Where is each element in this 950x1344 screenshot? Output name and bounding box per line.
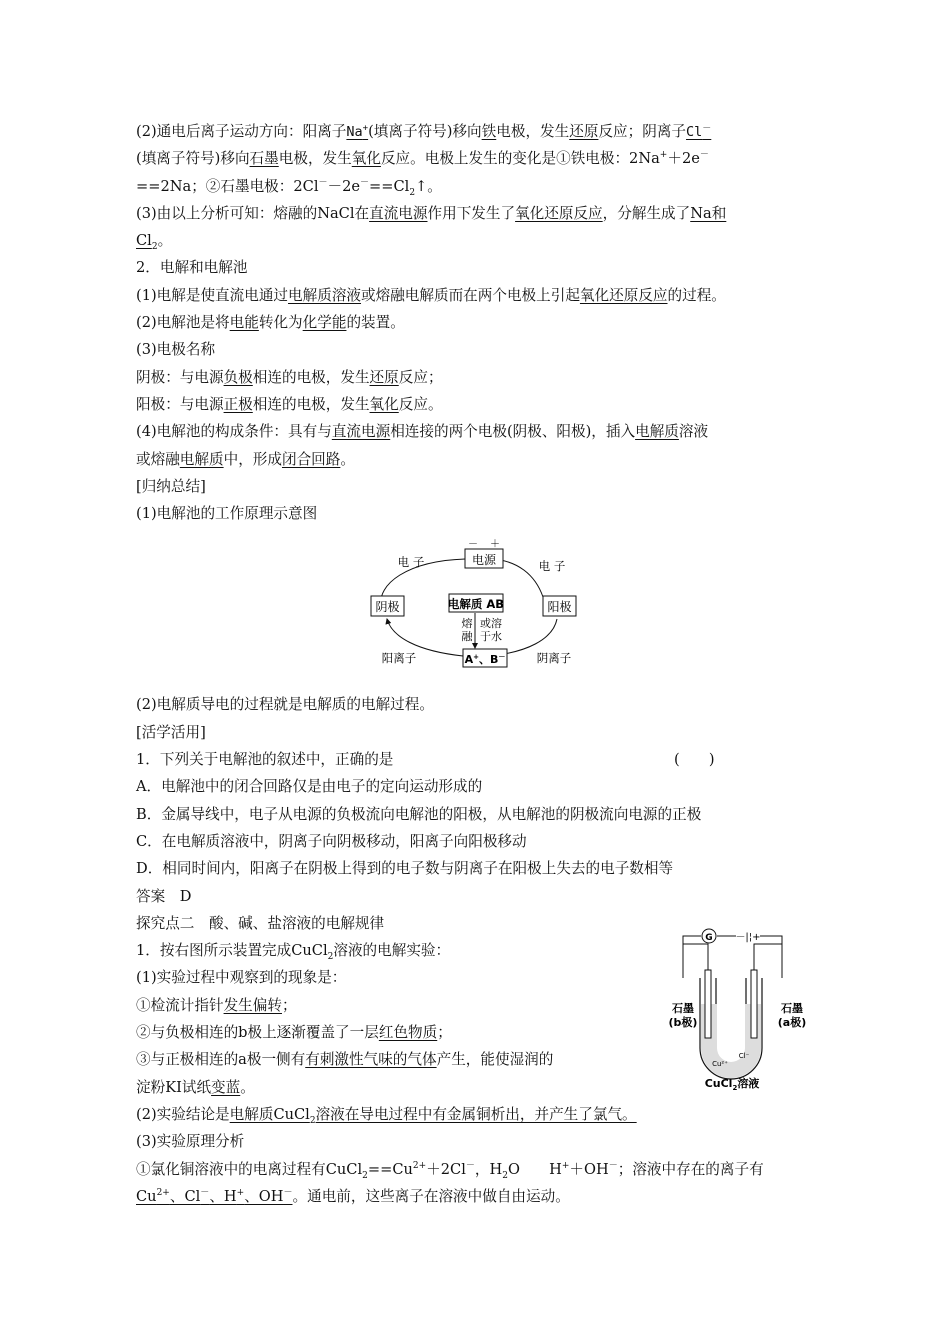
cucl2-electrolysis-apparatus [668,930,807,1092]
negative-terminal: － [468,539,478,550]
anode-label: 阳极 [547,600,572,614]
text-line: ①氯化铜溶液中的电离过程有$CuCl_2==Cu^{2+}+2Cl^-$，$H_2O$ H+＋OH－；溶液中存在的离子有 [136,1160,764,1181]
text-line: $Cu^{2+}$、Cl－、H+、OH－。通电前，这些离子在溶液中做自由运动。 [136,1187,570,1205]
text-line: 或熔融电解质中，形成闭合回路。 [136,450,355,468]
text-line: (3)电极名称 [136,341,216,359]
text-line: 1．按右图所示装置完成CuCl$_2$溶液的电解实验： [136,942,451,963]
anion-label: 阴离子 [536,651,572,665]
text-line: (3)实验原理分析 [136,1133,245,1151]
text-line: (2)电解池是将电能转化为化学能的装置。 [136,314,405,332]
electrode-a [751,970,757,1038]
option-a: A．电解池中的闭合回路仅是由电子的定向运动形成的 [136,778,483,796]
option-b: B．金属导线中，电子从电源的负极流向电解池的阳极，从电解池的阴极流向电源的正极 [136,805,702,823]
section-heading: 2．电解和电解池 [136,259,248,277]
solution-label: CuCl$_2$溶液 [704,1077,760,1092]
dissolve-label-1: 或溶 [480,617,502,630]
section-heading: 探究点二 酸、碱、盐溶液的电解规律 [136,914,385,932]
melt-label-1: 熔 [461,617,473,630]
text-line: (4)电解池的构成条件：具有与直流电源相连接的两个电极(阴极、阳极)，插入电解质溶液 [136,423,709,441]
u-tube-inner [716,978,746,1063]
electrode-b-label-1: 石墨 [672,1002,694,1015]
text-line: (2)实验结论是电解质CuCl$_2$溶液在导电过程中有金属铜析出，并产生了氯气。 [136,1105,637,1126]
cl-ion-label: Cl⁻ [738,1052,750,1060]
practice-heading: [活学活用] [136,723,206,741]
answer-line: 答案 D [136,887,192,905]
wire-left [683,936,701,978]
text-line: (1)电解池的工作原理示意图 [136,505,318,523]
electrode-a-label-2: (a极) [777,1016,807,1029]
text-line: (2)通电后离子运动方向：阳离子Na+(填离子符号)移向铁电极，发生还原反应；阴离子Cl－ [136,123,712,140]
electrode-b-label-2: (b极) [668,1016,698,1029]
text-line: ①检流计指针发生偏转； [136,996,297,1014]
option-d: D．相同时间内，阳离子在阴极上得到的电子数与阴离子在阳极上失去的电子数相等 [136,860,674,878]
answer-blank: ( ) [674,751,715,769]
text-line: ③与正极相连的a极一侧有有刺激性气味的气体产生，能使湿润的 [136,1051,554,1069]
text-line: $Cl_2$。 [136,232,173,253]
text-line: 阴极：与电源负极相连的电极，发生还原反应； [136,368,443,386]
text-line: ==2Na；②石墨电极：$2Cl^--2e^-==Cl_2↑$。 [136,177,442,198]
text-line: (1)电解是使直流电通过电解质溶液或熔融电解质而在两个电极上引起氧化还原反应的过程。 [136,286,726,304]
electron-label-right: 电 子 [538,559,566,573]
text-line: ②与负极相连的b极上逐渐覆盖了一层红色物质； [136,1024,452,1042]
electrode-b [705,970,711,1038]
electrolyte-label: 电解质 AB [447,597,505,611]
text-line: (填离子符号)移向石墨电极，发生氧化反应。电极上发生的变化是①铁电极：2Na+＋2e－ [136,150,709,168]
electrode-a-label-1: 石墨 [781,1002,803,1015]
electron-label-left: 电 子 [397,555,425,569]
text-line: 淀粉KI试纸变蓝。 [136,1078,255,1096]
galvanometer-label: G [705,933,713,943]
lead-left [683,944,708,978]
melt-label-2: 融 [461,630,473,643]
text-line: (3)由以上分析可知：熔融的NaCl在直流电源作用下发生了氧化还原反应，分解生成了Na和 [136,204,727,222]
question-stem: 1．下列关于电解池的叙述中，正确的是 ( ) [136,746,826,773]
wire-right [760,936,782,978]
electrolysis-principle-diagram [367,539,584,669]
text-line: (2)电解质导电的过程就是电解质的电解过程。 [136,696,434,714]
option-c: C．在电解质溶液中，阴离子向阴极移动，阳离子向阳极移动 [136,832,527,850]
dissolve-label-2: 于水 [480,630,502,643]
cu-ion-label: Cu²⁺ [712,1060,728,1068]
cation-label: 阳离子 [381,651,417,665]
text-line: (1)实验过程中观察到的现象是： [136,969,347,987]
ions-label: A+、B－ [464,653,506,666]
power-source-label: 电源 [471,553,497,567]
summary-heading: [归纳总结] [136,477,206,495]
battery-icon: －|¦+ [735,932,761,943]
cathode-label: 阴极 [375,600,400,614]
lead-right [754,944,782,978]
positive-terminal: ＋ [490,539,500,550]
text-line: 阳极：与电源正极相连的电极，发生氧化反应。 [136,395,443,413]
